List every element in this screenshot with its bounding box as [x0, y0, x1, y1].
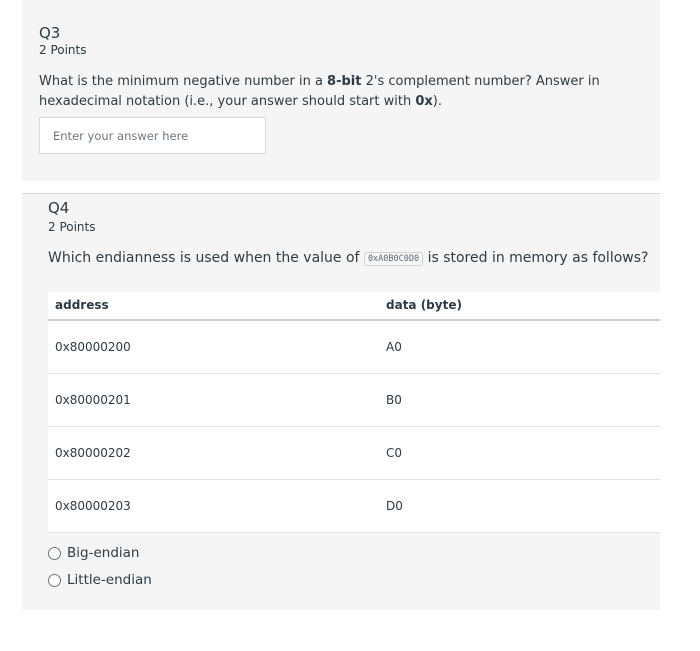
- option-label: Little-endian: [67, 572, 152, 588]
- question-4-text-part: Which endianness is used when the value of: [48, 250, 364, 266]
- column-header-data: data (byte): [386, 298, 462, 312]
- question-4-title: Q4: [48, 199, 70, 217]
- question-3-title: Q3: [39, 24, 61, 42]
- address-cell: 0x80000202: [55, 446, 131, 460]
- memory-table: [48, 292, 660, 533]
- address-cell: 0x80000200: [55, 340, 131, 354]
- question-3-text-part: 2's complement number? Answer in hexadecimal notation (i.e., your answer should start with: [39, 74, 600, 109]
- column-header-address: address: [55, 298, 109, 312]
- answer-input[interactable]: [39, 117, 266, 154]
- question-4-text: [48, 250, 648, 266]
- question-4-text-part: is stored in memory as follows?: [423, 250, 649, 266]
- question-3-text-bold: 0x: [415, 94, 433, 109]
- question-4-points: 2 Points: [48, 220, 96, 234]
- question-3-panel: [22, 0, 660, 181]
- code-value: 0xA0B0C0D0: [364, 252, 423, 266]
- option-little-endian[interactable]: [48, 572, 152, 588]
- option-label: Big-endian: [67, 545, 140, 561]
- table-row: [48, 374, 660, 427]
- data-cell: A0: [386, 340, 402, 354]
- radio-button[interactable]: [48, 547, 61, 560]
- address-cell: 0x80000201: [55, 393, 131, 407]
- table-row: [48, 480, 660, 533]
- table-row: [48, 427, 660, 480]
- data-cell: C0: [386, 446, 403, 460]
- question-3-text-part: What is the minimum negative number in a: [39, 74, 328, 89]
- address-cell: 0x80000203: [55, 499, 131, 513]
- question-3-text-bold: 8-bit: [327, 74, 362, 89]
- data-cell: B0: [386, 393, 402, 407]
- question-3-text: [39, 72, 649, 112]
- data-cell: D0: [386, 499, 403, 513]
- question-3-text-part: ).: [432, 94, 442, 109]
- question-4-panel: [22, 194, 660, 610]
- table-header: [48, 292, 660, 321]
- option-big-endian[interactable]: [48, 545, 139, 561]
- question-3-points: 2 Points: [39, 43, 87, 57]
- radio-button[interactable]: [48, 574, 61, 587]
- table-row: [48, 321, 660, 374]
